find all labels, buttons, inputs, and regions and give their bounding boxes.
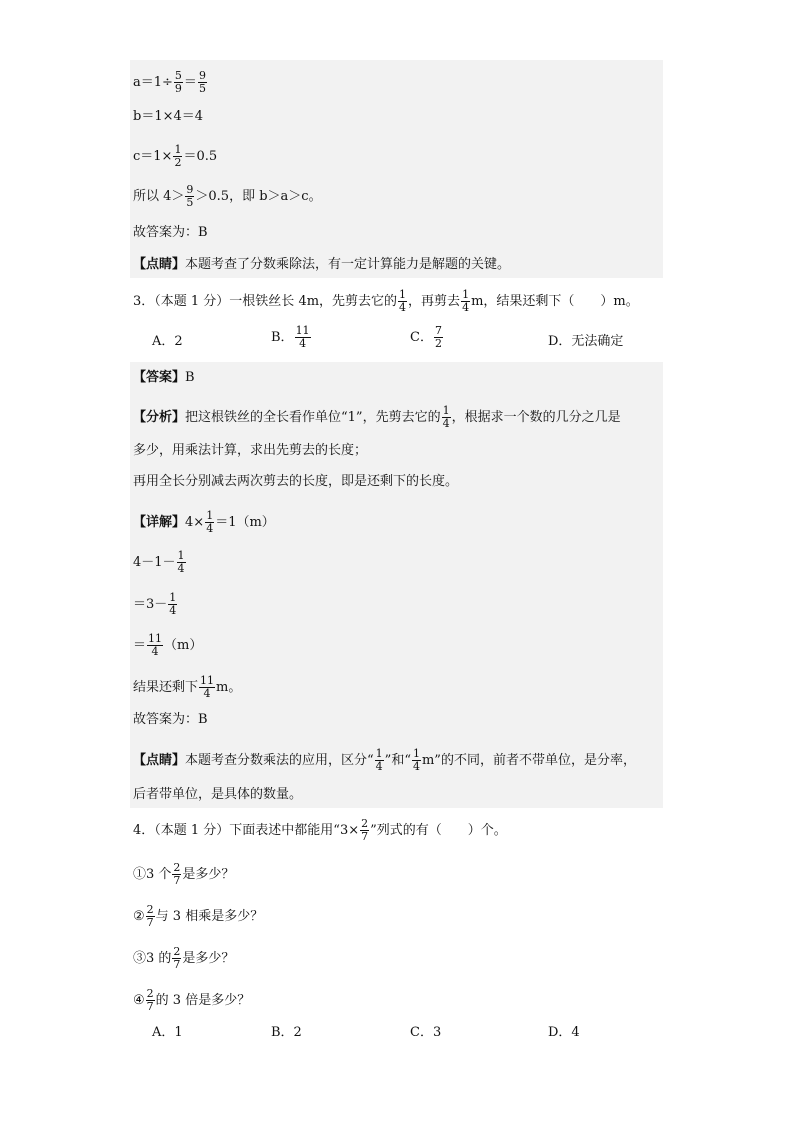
q3-stem bbox=[133, 289, 639, 314]
line-a bbox=[133, 70, 208, 95]
q4-option-b: B．2 bbox=[271, 1025, 302, 1040]
text: ＝3－ bbox=[133, 597, 168, 612]
text: 本题考查分数乘法的应用，区分“ bbox=[185, 753, 374, 768]
numerator: 2 bbox=[361, 817, 369, 830]
q4-item-1 bbox=[133, 862, 234, 887]
numerator: 7 bbox=[434, 324, 442, 337]
text: m”的不同，前者不带单位，是分率， bbox=[421, 753, 636, 768]
text: ”和“ bbox=[384, 753, 411, 768]
denominator: 4 bbox=[177, 562, 185, 575]
q4-option-a: A．1 bbox=[152, 1025, 183, 1040]
comment-text: 本题考查了分数乘除法，有一定计算能力是解题的关键。 bbox=[185, 257, 511, 272]
numerator: 2 bbox=[146, 987, 154, 1000]
q3-answer bbox=[133, 369, 195, 387]
text: 4．（本题 1 分）下面表述中都能用“3× bbox=[133, 823, 360, 838]
numerator: 1 bbox=[462, 288, 470, 301]
fraction bbox=[174, 70, 183, 95]
fraction bbox=[199, 675, 215, 700]
text: ＞0.5，即 b＞a＞c。 bbox=[195, 189, 322, 204]
fraction bbox=[295, 325, 311, 350]
text: 所以 4＞ bbox=[133, 189, 185, 204]
numerator: 9 bbox=[186, 183, 194, 196]
numerator: 2 bbox=[173, 861, 181, 874]
text: ③3 的 bbox=[133, 951, 172, 966]
q4-item-3 bbox=[133, 946, 234, 971]
fraction bbox=[173, 144, 182, 169]
numerator: 11 bbox=[200, 674, 215, 687]
line-so bbox=[133, 184, 322, 209]
numerator: 11 bbox=[295, 324, 310, 337]
numerator: 1 bbox=[206, 509, 214, 522]
denominator: 4 bbox=[151, 645, 159, 658]
fraction bbox=[177, 550, 186, 575]
q4-item-4 bbox=[133, 988, 250, 1013]
denominator: 4 bbox=[299, 337, 307, 350]
denominator: 4 bbox=[206, 522, 214, 535]
text: B． bbox=[271, 330, 294, 345]
numerator: 11 bbox=[148, 632, 163, 645]
fraction bbox=[146, 904, 155, 929]
numerator: 1 bbox=[177, 549, 185, 562]
q3-detail bbox=[133, 510, 275, 535]
text: c＝1× bbox=[133, 149, 173, 164]
denominator: 5 bbox=[186, 196, 194, 209]
text: 与 3 相乘是多少？ bbox=[155, 909, 264, 924]
denominator: 5 bbox=[198, 82, 206, 95]
fraction bbox=[172, 946, 181, 971]
denominator: 4 bbox=[399, 301, 407, 314]
prev-solution-block bbox=[130, 60, 663, 278]
text: C． bbox=[410, 330, 433, 345]
text: ＝0.5 bbox=[183, 149, 218, 164]
line-b: b＝1×4＝4 bbox=[133, 109, 204, 124]
fraction bbox=[205, 510, 214, 535]
numerator: 5 bbox=[174, 69, 182, 82]
prev-comment bbox=[133, 256, 510, 274]
fraction bbox=[442, 405, 451, 430]
q3-comment-line2: 后者带单位，是具体的数量。 bbox=[133, 787, 303, 802]
text: 4－1－ bbox=[133, 555, 176, 570]
text: 是多少？ bbox=[182, 951, 235, 966]
denominator: 4 bbox=[375, 760, 383, 773]
fraction bbox=[375, 748, 384, 773]
text: 4× bbox=[185, 515, 205, 530]
denominator: 4 bbox=[442, 417, 450, 430]
answer-tag: 【答案】 bbox=[133, 370, 186, 385]
numerator: 1 bbox=[442, 404, 450, 417]
text: 是多少？ bbox=[182, 867, 235, 882]
answer-value: B bbox=[185, 370, 195, 385]
fraction bbox=[360, 818, 369, 843]
fraction bbox=[146, 988, 155, 1013]
denominator: 7 bbox=[173, 874, 181, 887]
q4-item-2 bbox=[133, 904, 263, 929]
q3-step2 bbox=[133, 592, 178, 617]
analysis-tag: 【分析】 bbox=[133, 410, 186, 425]
text: a＝1÷ bbox=[133, 75, 173, 90]
numerator: 2 bbox=[173, 945, 181, 958]
denominator: 7 bbox=[146, 1000, 154, 1013]
denominator: 7 bbox=[361, 830, 369, 843]
denominator: 2 bbox=[434, 337, 442, 350]
numerator: 1 bbox=[174, 143, 182, 156]
q3-option-c bbox=[410, 325, 444, 350]
prev-answer: 故答案为：B bbox=[133, 225, 208, 240]
denominator: 2 bbox=[174, 156, 182, 169]
detail-tag: 【详解】 bbox=[133, 515, 186, 530]
comment-tag: 【点睛】 bbox=[133, 257, 186, 272]
q3-analysis-line2: 多少，用乘法计算，求出先剪去的长度； bbox=[133, 443, 368, 458]
numerator: 1 bbox=[375, 747, 383, 760]
q4-option-d: D．4 bbox=[548, 1025, 580, 1040]
text: 3．（本题 1 分）一根铁丝长 4m，先剪去它的 bbox=[133, 294, 398, 309]
q3-option-a: A．2 bbox=[152, 334, 183, 349]
text: m，结果还剩下（ ）m。 bbox=[471, 294, 639, 309]
text: ＝1（m） bbox=[215, 515, 275, 530]
q4-stem bbox=[133, 818, 507, 843]
text: 结果还剩下 bbox=[133, 680, 199, 695]
q3-option-d: D．无法确定 bbox=[548, 334, 624, 349]
denominator: 4 bbox=[462, 301, 470, 314]
fraction bbox=[172, 862, 181, 887]
q4-option-c: C．3 bbox=[410, 1025, 442, 1040]
text: ”列式的有（ ）个。 bbox=[370, 823, 507, 838]
q3-step1 bbox=[133, 550, 187, 575]
q3-result bbox=[133, 675, 241, 700]
fraction bbox=[185, 184, 194, 209]
fraction bbox=[461, 289, 470, 314]
denominator: 4 bbox=[203, 687, 211, 700]
fraction bbox=[398, 289, 407, 314]
fraction bbox=[168, 592, 177, 617]
q3-analysis bbox=[133, 405, 621, 430]
denominator: 7 bbox=[173, 958, 181, 971]
numerator: 1 bbox=[412, 747, 420, 760]
q3-comment bbox=[133, 748, 636, 773]
fraction bbox=[147, 633, 163, 658]
line-c bbox=[133, 144, 217, 169]
denominator: 7 bbox=[146, 916, 154, 929]
text: m。 bbox=[216, 680, 242, 695]
text: ①3 个 bbox=[133, 867, 172, 882]
numerator: 1 bbox=[169, 591, 177, 604]
text: ，根据求一个数的几分之几是 bbox=[451, 410, 621, 425]
fraction bbox=[434, 325, 443, 350]
numerator: 2 bbox=[146, 903, 154, 916]
q3-answer2: 故答案为：B bbox=[133, 712, 208, 727]
numerator: 1 bbox=[399, 288, 407, 301]
comment-tag: 【点睛】 bbox=[133, 753, 186, 768]
text: 把这根铁丝的全长看作单位“1”，先剪去它的 bbox=[185, 410, 441, 425]
fraction bbox=[198, 70, 207, 95]
q3-option-b bbox=[271, 325, 312, 350]
denominator: 4 bbox=[412, 760, 420, 773]
numerator: 9 bbox=[198, 69, 206, 82]
q3-step3 bbox=[133, 633, 202, 658]
text: 的 3 倍是多少？ bbox=[155, 993, 251, 1008]
denominator: 4 bbox=[169, 604, 177, 617]
text: ④ bbox=[133, 993, 145, 1008]
q3-analysis-line3: 再用全长分别减去两次剪去的长度，即是还剩下的长度。 bbox=[133, 474, 459, 489]
text: ② bbox=[133, 909, 145, 924]
text: ，再剪去 bbox=[408, 294, 461, 309]
fraction bbox=[412, 748, 421, 773]
text: ＝ bbox=[183, 75, 197, 90]
denominator: 9 bbox=[174, 82, 182, 95]
text: （m） bbox=[164, 638, 203, 653]
text: ＝ bbox=[133, 638, 147, 653]
